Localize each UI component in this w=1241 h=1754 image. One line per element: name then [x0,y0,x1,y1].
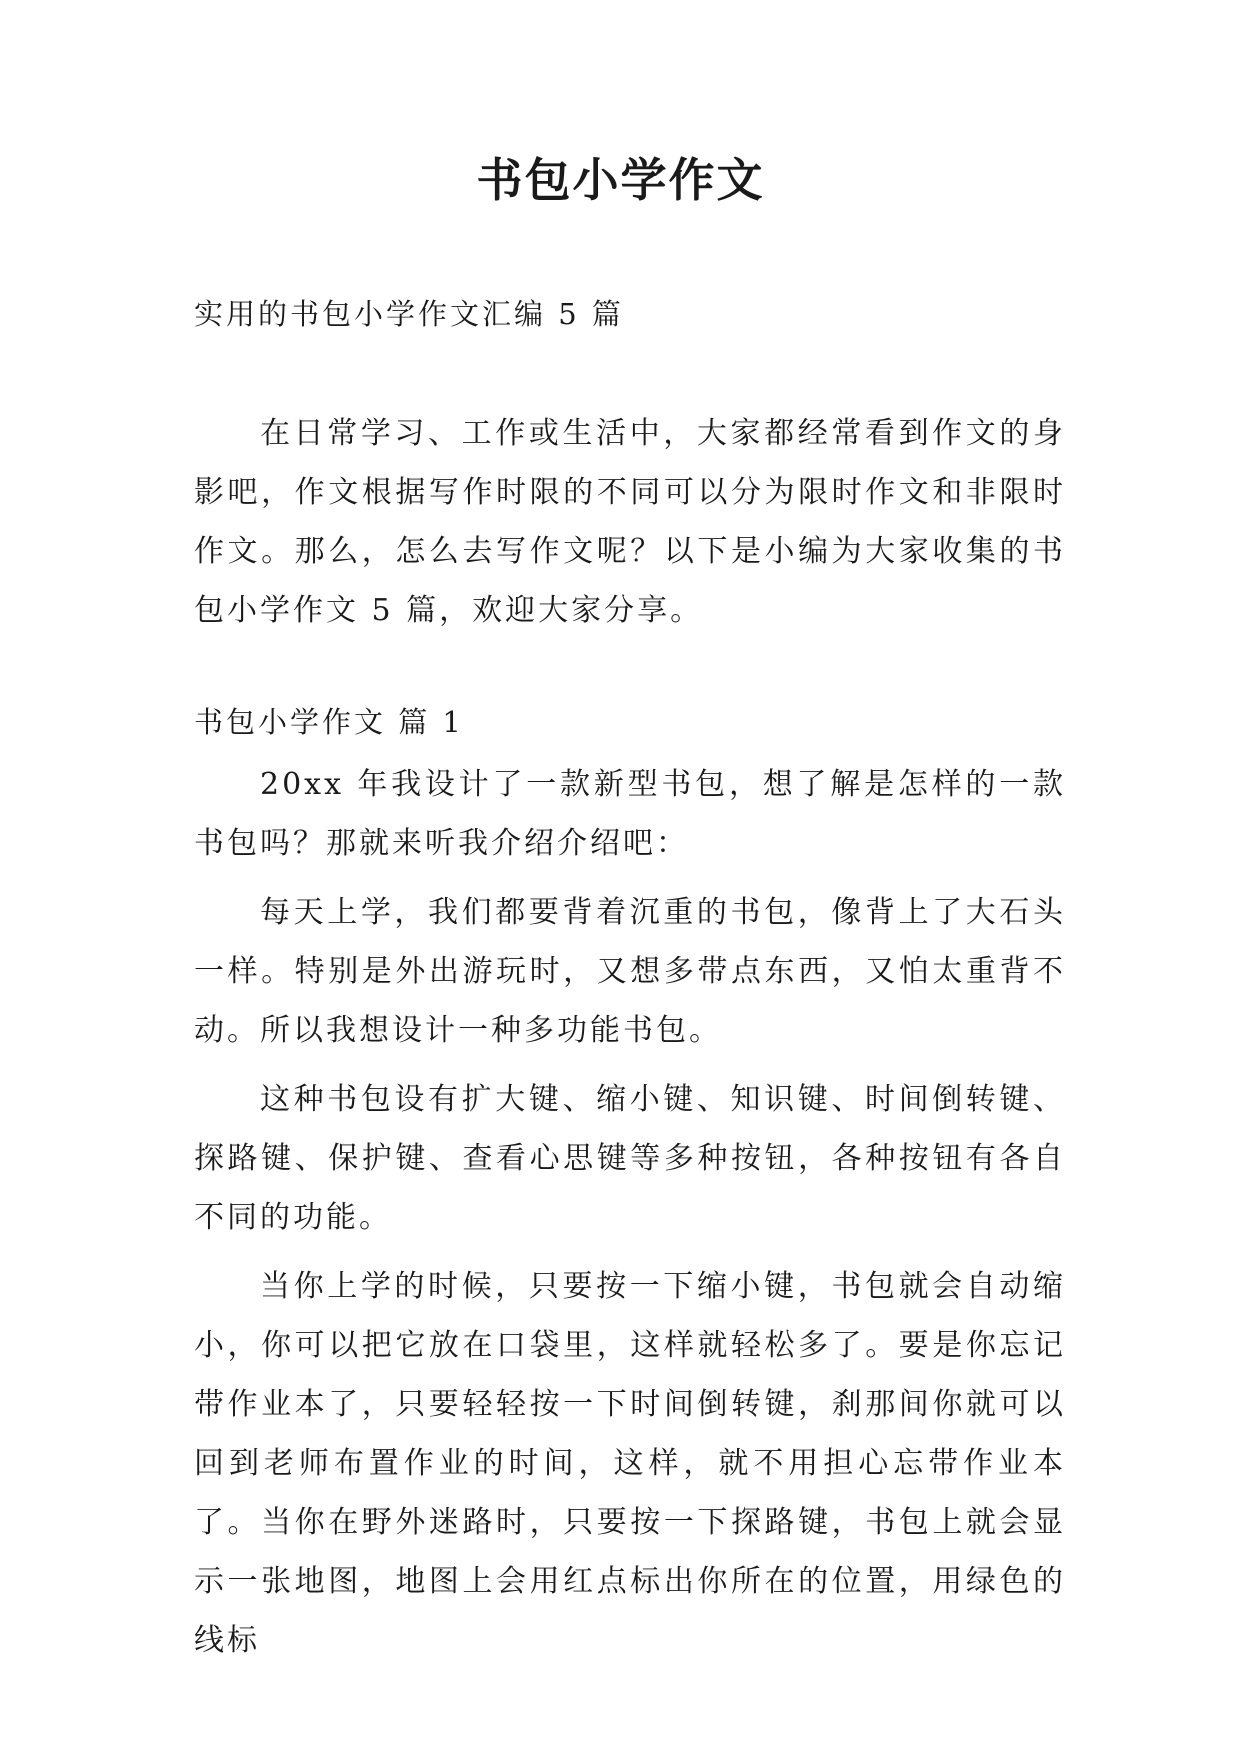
section-heading: 书包小学作文 篇 1 [194,705,464,739]
body-paragraph: 20xx 年我设计了一款新型书包，想了解是怎样的一款书包吗？那就来听我介绍介绍吧： [194,767,1066,861]
body-paragraph: 这种书包设有扩大键、缩小键、知识键、时间倒转键、探路键、保护键、查看心思键等多种按钮，各种按钮有各自不同的功能。 [194,1082,1066,1235]
intro-paragraph: 在日常学习、工作或生活中，大家都经常看到作文的身影吧，作文根据写作时限的不同可以分为限时作文和非限时作文。那么，怎么去写作文呢？以下是小编为大家收集的书包小学作文 5 篇，欢迎大家分享。 [194,416,1066,628]
document-subtitle: 实用的书包小学作文汇编 5 篇 [194,297,624,331]
document-title: 书包小学作文 [476,153,765,207]
essay-body [194,755,1066,1680]
body-paragraph: 当你上学的时候，只要按一下缩小键，书包就会自动缩小，你可以把它放在口袋里，这样就轻松多了。要是你忘记带作业本了，只要轻轻按一下时间倒转键，刹那间你就可以回到老师布置作业的时间，这样，就不用担心忘带作业本了。当你在野外迷路时，只要按一下探路键，书包上就会显示一张地图，地图上会用红点标出你所在的位置，用绿色的线标 [194,1269,1066,1658]
body-paragraph: 每天上学，我们都要背着沉重的书包，像背上了大石头一样。特别是外出游玩时，又想多带点东西，又怕太重背不动。所以我想设计一种多功能书包。 [194,895,1066,1048]
